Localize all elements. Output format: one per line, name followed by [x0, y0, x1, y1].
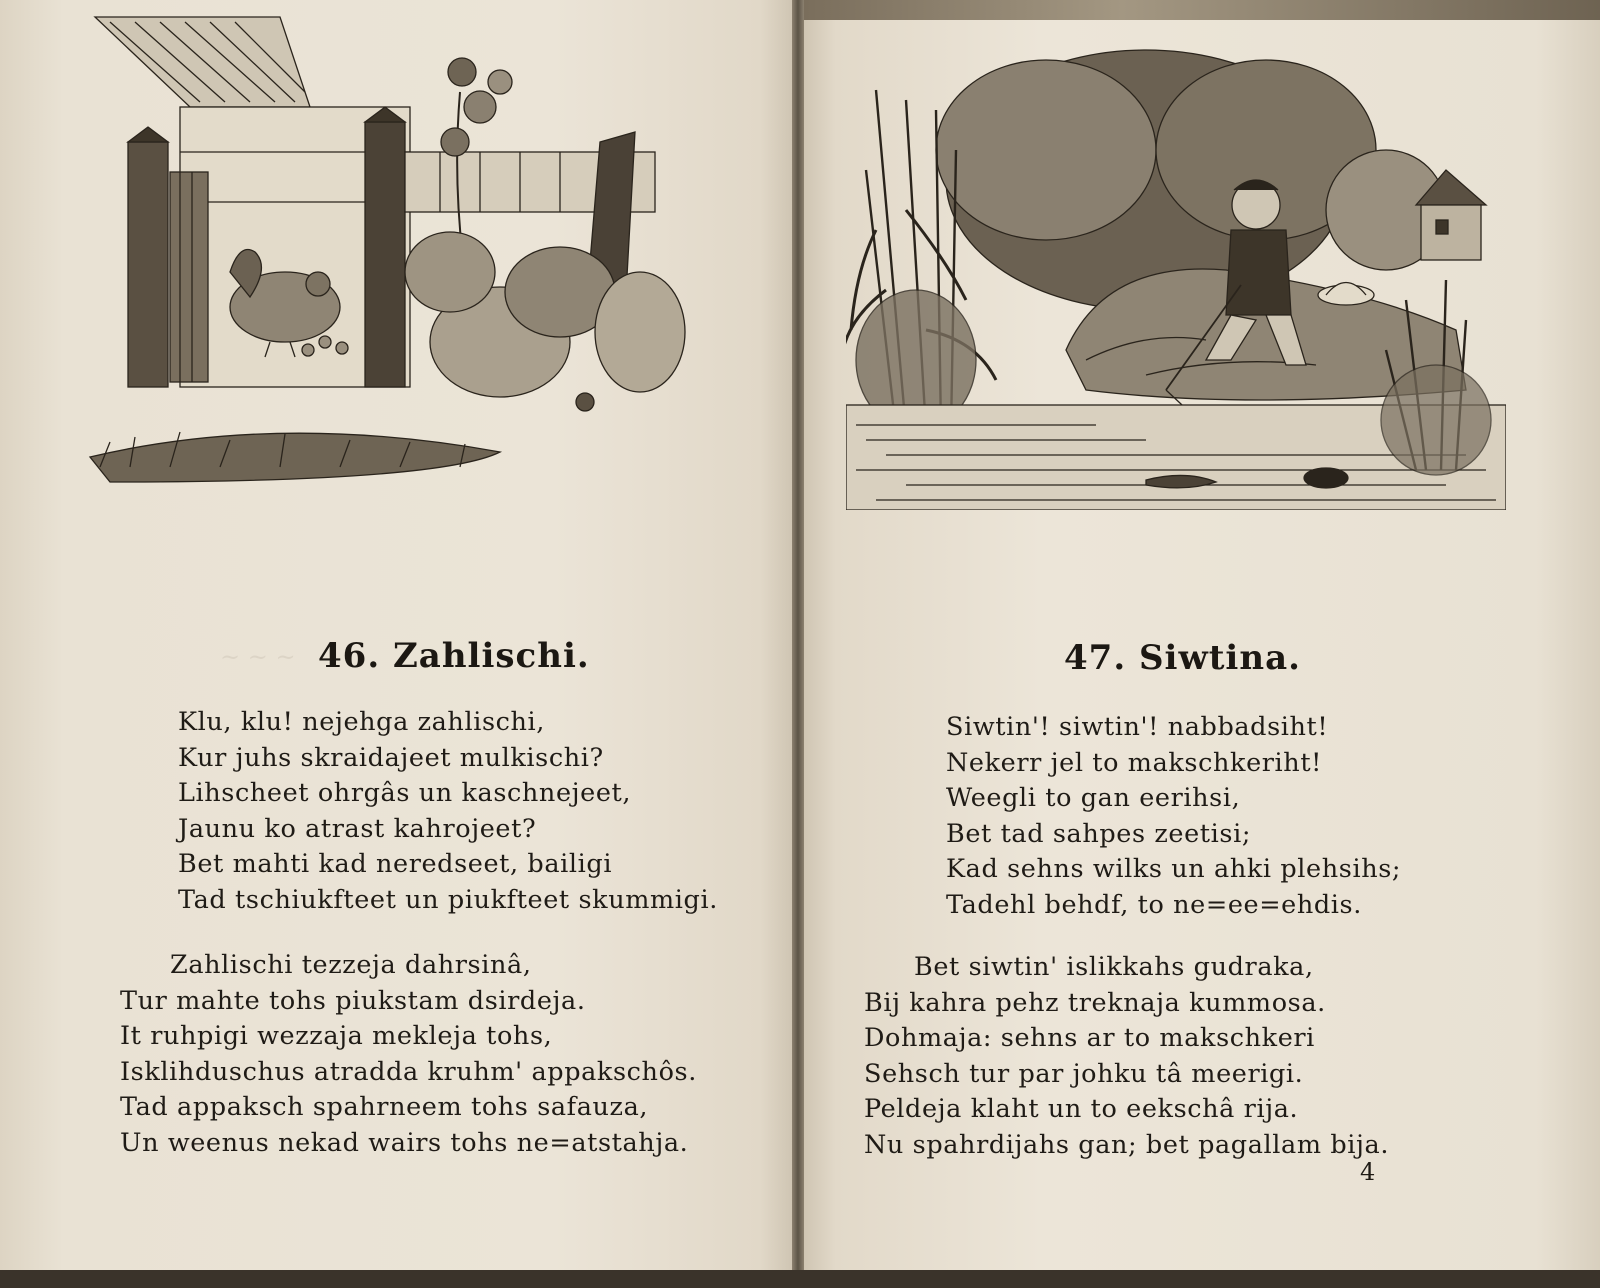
verse-line: Zahlischi tezzeja dahrsinâ,: [170, 950, 532, 980]
verse-line: Kad sehns wilks un ahki plehsihs;: [946, 854, 1402, 884]
left-page: [0, 0, 792, 1288]
verse-line: Dohmaja: sehns ar to makschkeri: [864, 1023, 1315, 1053]
bottom-edge: [0, 1270, 1600, 1288]
verse-line: Bet mahti kad neredseet, bailigi: [178, 849, 613, 879]
verse-line: Tad tschiukfteet un piukfteet skummigi.: [178, 884, 718, 915]
book-gutter: [792, 0, 804, 1288]
verse-line: It ruhpigi wezzaja mekleja tohs,: [120, 1021, 553, 1051]
verse-line: Un weenus nekad wairs tohs ne=atstahja.: [120, 1127, 689, 1158]
verse-line: Nekerr jel to makschkeriht!: [946, 747, 1323, 778]
stanza-2: [864, 950, 1389, 1163]
verse-line: Sehsch tur par johku tâ meerigi.: [864, 1058, 1304, 1089]
verse-line: Weegli to gan eerihsi,: [946, 783, 1241, 813]
verse-line: Isklihduschus atradda kruhm' appakschôs.: [120, 1056, 697, 1087]
verse-line: Tad appaksch spahrneem tohs safauza,: [120, 1092, 649, 1122]
verse-line: Kur juhs skraidajeet mulkischi?: [178, 742, 604, 773]
top-edge: [804, 0, 1600, 20]
verse-line: Bet tad sahpes zeetisi;: [946, 818, 1252, 849]
illustration-hen-and-chicks: [80, 12, 730, 502]
page-number: 4: [1360, 1158, 1376, 1186]
right-page: [804, 20, 1600, 1270]
verse-line: Bet siwtin' islikkahs gudraka,: [914, 952, 1314, 982]
verse-line: Siwtin'! siwtin'! nabbadsiht!: [946, 712, 1329, 742]
verse-line: Klu, klu! nejehga zahlischi,: [178, 707, 546, 737]
illustration-boy-fishing: [846, 30, 1506, 510]
stanza-1: [946, 710, 1401, 923]
verse-line: Jaunu ko atrast kahrojeet?: [178, 813, 537, 844]
stanza-1: [178, 705, 718, 918]
verse-line: Bij kahra pehz treknaja kummosa.: [864, 987, 1326, 1018]
poem-title: 46. Zahlischi.: [318, 636, 590, 676]
verse-line: Lihscheet ohrgâs un kaschnejeet,: [178, 778, 632, 808]
verse-line: Tadehl behdf, to ne=ee=ehdis.: [946, 889, 1362, 920]
stanza-2: [120, 948, 697, 1161]
bleed-through-text: ~ ~ ~: [220, 643, 296, 671]
verse-line: Nu spahrdijahs gan; bet pagallam bija.: [864, 1129, 1390, 1160]
verse-line: Tur mahte tohs piukstam dsirdeja.: [120, 985, 586, 1016]
poem-title: 47. Siwtina.: [1064, 638, 1301, 678]
verse-line: Peldeja klaht un to eekschâ rija.: [864, 1094, 1299, 1124]
